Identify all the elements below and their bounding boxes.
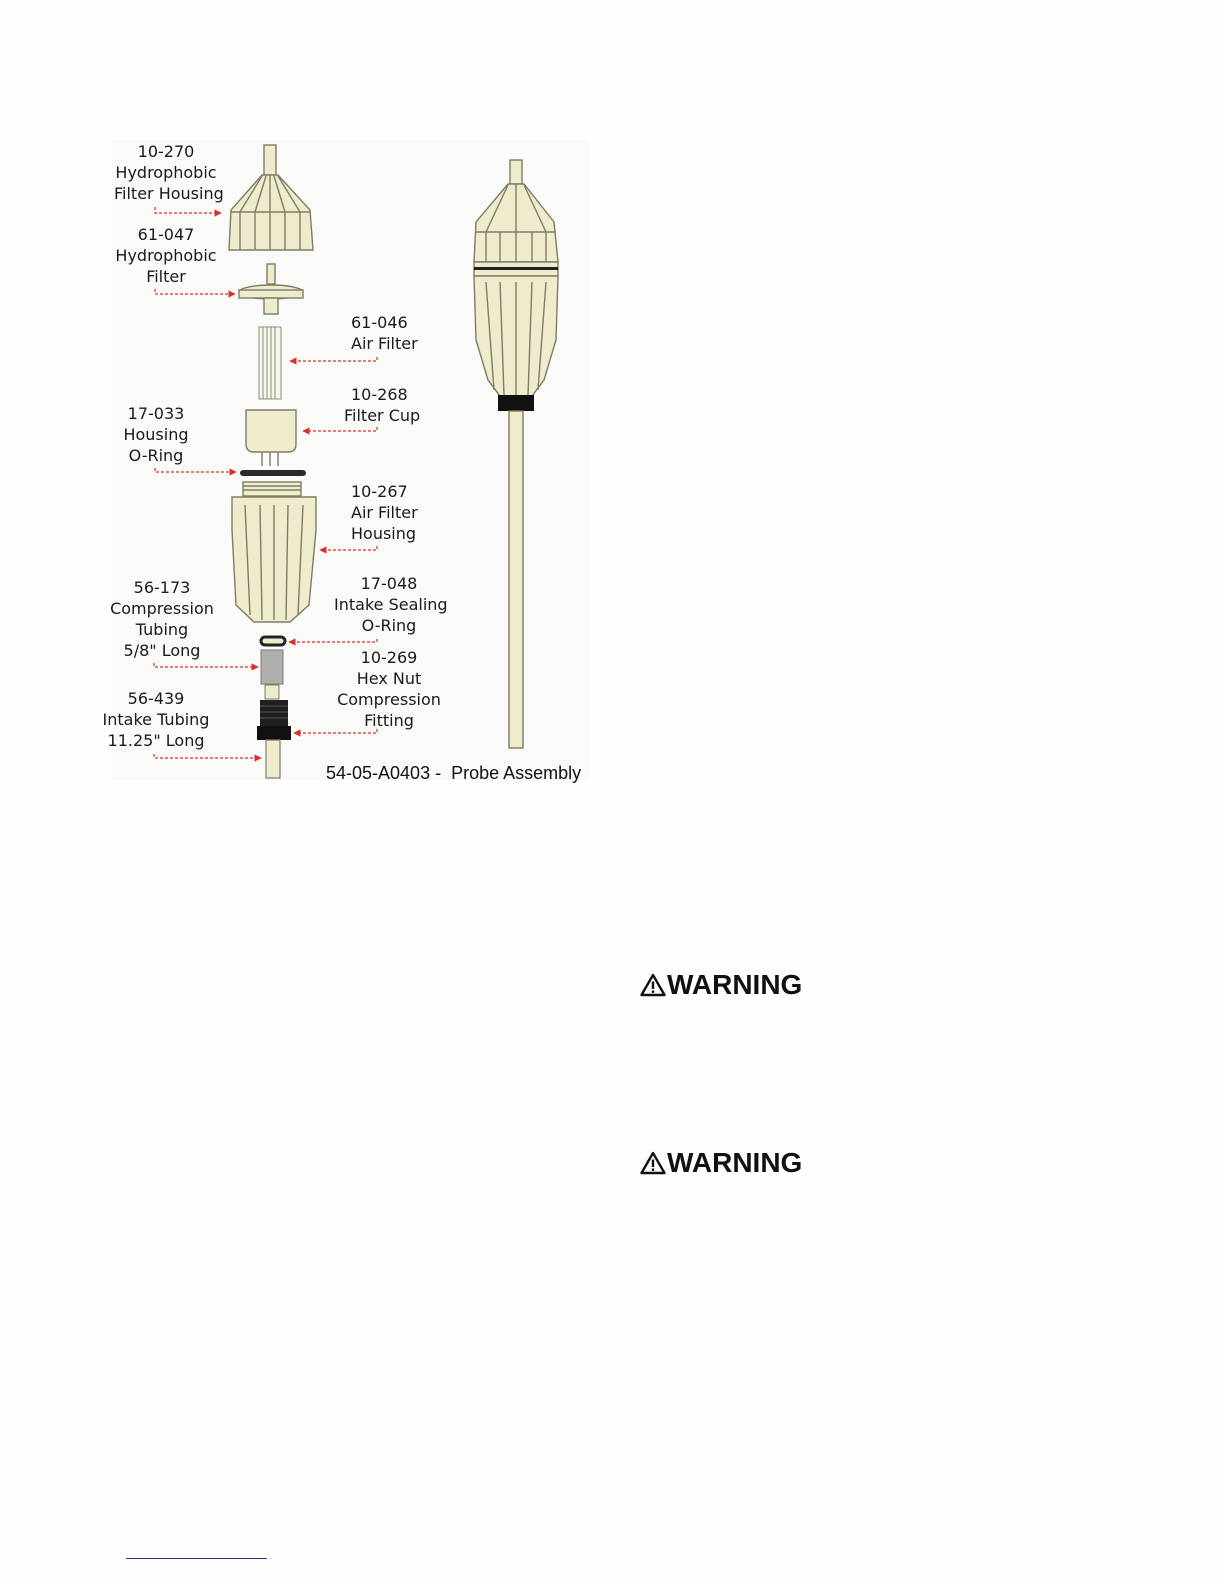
label-intake-tubing: 56-439 Intake Tubing 11.25" Long	[102, 689, 210, 750]
label-housing-oring: 17-033 Housing O-Ring	[123, 404, 189, 465]
warning-triangle-icon	[640, 973, 666, 997]
label-intake-sealing-oring: 17-048 Intake Sealing O-Ring	[334, 574, 448, 635]
air-filter-housing-part	[232, 482, 316, 622]
air-filter-part	[259, 327, 281, 399]
probe-assembly-diagram	[0, 0, 600, 800]
intake-tubing-part	[266, 740, 280, 778]
warning-text: WARNING	[667, 969, 803, 1000]
footnote-separator	[126, 1558, 267, 1559]
label-hex-nut: 10-269 Hex Nut Compression Fitting	[337, 648, 441, 730]
figure-caption: 54-05-A0403 - Probe Assembly	[326, 763, 582, 783]
label-compression-tubing: 56-173 Compression Tubing 5/8" Long	[110, 578, 214, 660]
warning-text: WARNING	[667, 1147, 803, 1178]
housing-oring-part	[240, 470, 306, 476]
label-air-filter-housing: 10-267 Air Filter Housing	[351, 482, 418, 543]
warning-triangle-icon	[640, 1151, 666, 1175]
label-air-filter: 61-046 Air Filter	[351, 313, 418, 353]
warning-heading-1	[640, 969, 802, 1001]
warning-heading-2	[640, 1147, 802, 1179]
intake-sealing-oring-part	[261, 637, 285, 645]
label-filter-housing: 10-270 Hydrophobic Filter Housing	[114, 142, 224, 203]
label-filter-cup: 10-268 Filter Cup	[344, 385, 421, 425]
hex-nut-part	[257, 700, 291, 740]
compression-tubing-part	[261, 650, 283, 684]
label-hydrophobic-filter: 61-047 Hydrophobic Filter	[115, 225, 217, 286]
